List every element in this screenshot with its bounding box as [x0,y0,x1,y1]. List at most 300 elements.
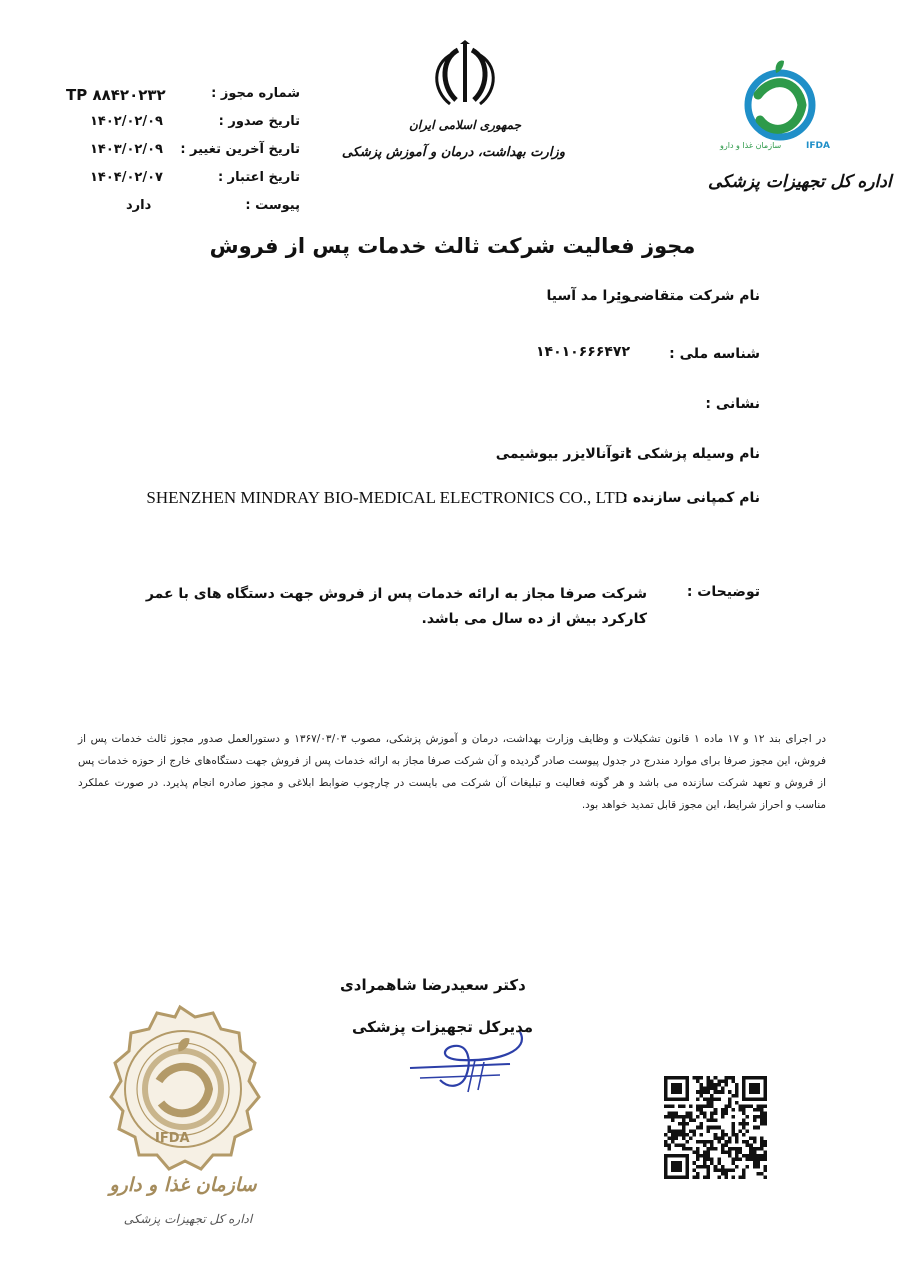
qr-module [696,1108,700,1112]
qr-module [664,1090,668,1094]
ifda-seal [95,1003,265,1175]
company-label: نام شرکت متقاضی : [616,288,760,304]
ifda-logo-arc-text: سازمان غذا و دارو [720,141,782,150]
qr-module [678,1133,682,1137]
qr-module [746,1158,750,1162]
qr-module [664,1143,668,1147]
qr-module [664,1083,668,1087]
qr-module [664,1154,668,1158]
qr-module [664,1140,668,1144]
qr-module [753,1076,757,1080]
qr-module [682,1126,686,1130]
qr-module [724,1080,728,1084]
qr-module [703,1161,707,1165]
qr-module [685,1175,689,1179]
qr-module [707,1175,711,1179]
qr-module [685,1094,689,1098]
qr-module [746,1143,750,1147]
attachment-label: پیوست : [245,198,300,213]
qr-module [671,1119,675,1123]
qr-module [753,1097,757,1101]
qr-module [753,1115,757,1119]
qr-module [671,1129,675,1133]
qr-module [721,1172,725,1176]
qr-module [742,1090,746,1094]
qr-module [714,1168,718,1172]
qr-module [714,1136,718,1140]
qr-module [728,1101,732,1105]
qr-module [671,1168,675,1172]
qr-module [668,1154,672,1158]
qr-module [728,1076,732,1080]
qr-module [763,1158,767,1162]
qr-module [724,1108,728,1112]
qr-module [753,1151,757,1155]
qr-module [724,1076,728,1080]
qr-module [742,1112,746,1116]
qr-module [753,1119,757,1123]
qr-module [724,1083,728,1087]
qr-module [731,1133,735,1137]
qr-module [721,1151,725,1155]
qr-module [682,1119,686,1123]
qr-module [696,1165,700,1169]
qr-module [696,1175,700,1179]
qr-module [700,1090,704,1094]
qr-module [710,1140,714,1144]
qr-module [756,1172,760,1176]
qr-module [692,1129,696,1133]
meta-last-change [40,142,300,166]
qr-module [685,1115,689,1119]
qr-module [682,1143,686,1147]
validity-value: ۱۴۰۴/۰۲/۰۷ [90,170,163,185]
qr-module [707,1151,711,1155]
qr-module [763,1080,767,1084]
qr-module [714,1119,718,1123]
qr-module [717,1126,721,1130]
qr-module [710,1143,714,1147]
qr-module [675,1115,679,1119]
qr-module [664,1165,668,1169]
qr-module [685,1122,689,1126]
qr-module [678,1115,682,1119]
qr-module [707,1129,711,1133]
qr-module [756,1076,760,1080]
qr-module [668,1112,672,1116]
qr-module [685,1168,689,1172]
qr-module [739,1129,743,1133]
qr-module [728,1097,732,1101]
qr-module [714,1087,718,1091]
qr-module [700,1087,704,1091]
ifda-org-name: اداره کل تجهیزات پزشکی [708,172,892,192]
qr-module [700,1133,704,1137]
qr-module [721,1143,725,1147]
license-number-value: TP ۸۸۴۲۰۲۳۲ [66,86,166,104]
legal-text: در اجرای بند ۱۲ و ۱۷ ماده ۱ قانون تشکیلات و وظایف وزارت بهداشت، درمان و آموزش پزشکی، مصوب ۱۳۶۷/۰۳/۰۳ و دستورالعمل صدور مجوز ثالث خدمات پس از فروش، این مجوز صرفا برای موارد مندرج در جدول پیوست صادر گردیده و آن شرکت صرفا مجاز به ارائه خدمات پس از فروش جهت دستگاه‌های خارج از حوزه خدمات پس از فروش و تعهد شرکت سازنده می باشد و هر گونه فعالیت و تبلیغات آن شرکت می بایست در چارچوب ضوابط ابلاغی و مجوز صادره انجام پذیرد. در صورت عملکرد مناسب و احراز شرایط، این مجوز قابل تمدید خواهد بود. [78,733,827,811]
qr-module [710,1161,714,1165]
qr-module [700,1126,704,1130]
qr-module [703,1090,707,1094]
qr-module [689,1115,693,1119]
qr-module [746,1104,750,1108]
qr-module [728,1151,732,1155]
qr-module [735,1165,739,1169]
signature-stroke-icon [380,1020,540,1100]
qr-module [685,1158,689,1162]
qr-module [703,1165,707,1169]
qr-module [749,1151,753,1155]
qr-module [707,1147,711,1151]
signer-role: مدیرکل تجهیزات پزشکی [352,1018,534,1036]
qr-module [707,1172,711,1176]
qr-module [668,1104,672,1108]
qr-module [675,1076,679,1080]
qr-module [685,1147,689,1151]
qr-module [739,1151,743,1155]
qr-module [731,1147,735,1151]
qr-module [710,1097,714,1101]
qr-module [696,1097,700,1101]
qr-module [707,1154,711,1158]
qr-module [731,1122,735,1126]
qr-module [753,1108,757,1112]
qr-module [707,1168,711,1172]
qr-module [746,1154,750,1158]
qr-module [710,1115,714,1119]
qr-module [735,1133,739,1137]
qr-module [742,1172,746,1176]
qr-module [724,1172,728,1176]
qr-module [724,1143,728,1147]
qr-module [682,1147,686,1151]
qr-module [668,1076,672,1080]
qr-module [685,1080,689,1084]
qr-module [685,1112,689,1116]
qr-module [763,1083,767,1087]
qr-module [756,1090,760,1094]
qr-module [689,1147,693,1151]
qr-module [746,1097,750,1101]
qr-module [700,1108,704,1112]
qr-module [763,1119,767,1123]
qr-module [739,1108,743,1112]
qr-module [753,1136,757,1140]
qr-module [710,1104,714,1108]
qr-module [760,1172,764,1176]
qr-module [682,1115,686,1119]
qr-module [675,1097,679,1101]
qr-module [717,1140,721,1144]
qr-module [682,1097,686,1101]
qr-module [675,1112,679,1116]
qr-module [675,1083,679,1087]
signer-name: دکتر سعیدرضا شاهمرادی [340,976,526,994]
qr-module [664,1172,668,1176]
qr-module [749,1076,753,1080]
qr-module [678,1129,682,1133]
qr-module [678,1076,682,1080]
qr-module [756,1154,760,1158]
qr-module [707,1119,711,1123]
qr-module [707,1101,711,1105]
qr-module [735,1090,739,1094]
qr-module [731,1108,735,1112]
national-id-label: شناسه ملی : [669,346,760,362]
qr-module [703,1140,707,1144]
qr-module [668,1175,672,1179]
seal-logo-text: IFDA [155,1131,190,1146]
qr-module [763,1168,767,1172]
validity-label: تاریخ اعتبار : [217,170,300,185]
qr-module [760,1158,764,1162]
qr-module [753,1161,757,1165]
qr-module [710,1094,714,1098]
meta-validity [40,170,300,194]
qr-module [689,1112,693,1116]
qr-module [668,1143,672,1147]
qr-module [664,1097,668,1101]
qr-module [678,1154,682,1158]
qr-module [703,1154,707,1158]
qr-module [739,1104,743,1108]
issue-date-value: ۱۴۰۲/۰۲/۰۹ [90,114,163,129]
description-label: توضیحات : [686,584,760,600]
qr-module [678,1097,682,1101]
qr-module [763,1143,767,1147]
document-title: مجوز فعالیت شرکت ثالث خدمات پس از فروش [209,234,696,258]
qr-module [756,1158,760,1162]
qr-module [760,1136,764,1140]
qr-module [707,1090,711,1094]
qr-module [721,1168,725,1172]
qr-module [678,1090,682,1094]
qr-module [675,1161,679,1165]
qr-module [682,1133,686,1137]
qr-module [700,1165,704,1169]
qr-module [763,1087,767,1091]
qr-module [710,1147,714,1151]
qr-module [685,1097,689,1101]
qr-module [746,1165,750,1169]
qr-module [675,1090,679,1094]
qr-module [731,1168,735,1172]
qr-module [746,1122,750,1126]
qr-module [675,1129,679,1133]
ifda-logo-icon [718,55,833,155]
qr-module [721,1108,725,1112]
qr-module [678,1168,682,1172]
qr-module [728,1147,732,1151]
qr-module [707,1104,711,1108]
qr-module [760,1108,764,1112]
qr-module [714,1090,718,1094]
qr-module [689,1136,693,1140]
qr-module [753,1090,757,1094]
qr-module [685,1140,689,1144]
qr-module [671,1087,675,1091]
qr-module [707,1076,711,1080]
qr-module [685,1087,689,1091]
ministry-line2: وزارت بهداشت، درمان و آموزش پزشکی [341,145,565,160]
qr-module [731,1076,735,1080]
qr-module [728,1136,732,1140]
qr-module [760,1076,764,1080]
qr-module [739,1158,743,1162]
qr-module [685,1090,689,1094]
qr-module [671,1140,675,1144]
qr-module [714,1133,718,1137]
qr-module [760,1115,764,1119]
handwritten-signature [380,1020,540,1100]
qr-module [696,1115,700,1119]
qr-module [664,1080,668,1084]
qr-module [664,1158,668,1162]
qr-module [724,1140,728,1144]
qr-module [742,1119,746,1123]
qr-module [742,1083,746,1087]
qr-module [721,1080,725,1084]
qr-module [696,1158,700,1162]
qr-module [714,1083,718,1087]
qr-module [721,1147,725,1151]
qr-module [739,1147,743,1151]
qr-module [763,1112,767,1116]
qr-module [685,1161,689,1165]
qr-module [749,1104,753,1108]
qr-module [703,1097,707,1101]
qr-module [671,1136,675,1140]
qr-module [671,1161,675,1165]
qr-module [664,1161,668,1165]
qr-module [731,1175,735,1179]
qr-module [703,1151,707,1155]
qr-module [717,1080,721,1084]
qr-module [682,1129,686,1133]
qr-module [763,1076,767,1080]
qr-module [756,1115,760,1119]
qr-module [664,1168,668,1172]
qr-module [756,1083,760,1087]
qr-module [671,1154,675,1158]
qr-module [689,1129,693,1133]
qr-module [717,1161,721,1165]
qr-module [671,1165,675,1169]
qr-module [742,1168,746,1172]
qr-module [721,1087,725,1091]
qr-module [731,1080,735,1084]
qr-module [756,1087,760,1091]
qr-module [692,1119,696,1123]
qr-module [753,1140,757,1144]
qr-module [721,1136,725,1140]
qr-module [692,1161,696,1165]
qr-module [724,1168,728,1172]
qr-module [731,1129,735,1133]
qr-module [675,1087,679,1091]
qr-module [760,1119,764,1123]
meta-attachment [40,198,300,222]
meta-license-number [40,86,300,110]
qr-module [696,1126,700,1130]
qr-module [717,1097,721,1101]
qr-module [739,1122,743,1126]
qr-module [753,1126,757,1130]
qr-module [735,1136,739,1140]
qr-module [703,1112,707,1116]
qr-module [756,1108,760,1112]
qr-module [682,1076,686,1080]
qr-module [682,1154,686,1158]
device-label: نام وسیله پزشکی : [626,446,760,462]
qr-module [742,1126,746,1130]
qr-module [739,1175,743,1179]
qr-module [746,1129,750,1133]
qr-module [756,1126,760,1130]
qr-module [664,1094,668,1098]
qr-module [742,1104,746,1108]
qr-module [763,1165,767,1169]
address-label: نشانی : [705,396,760,412]
manufacturer-label: نام کمپانی سازنده : [622,490,760,506]
qr-module [671,1133,675,1137]
qr-module [671,1076,675,1080]
qr-module [724,1104,728,1108]
qr-module [753,1154,757,1158]
qr-module [668,1097,672,1101]
qr-module [675,1175,679,1179]
qr-module [671,1112,675,1116]
last-change-label: تاریخ آخرین تغییر : [180,142,300,157]
qr-module [753,1165,757,1169]
qr-module [703,1104,707,1108]
qr-module [696,1080,700,1084]
qr-module [714,1108,718,1112]
qr-module [696,1151,700,1155]
qr-module [671,1115,675,1119]
qr-module [696,1090,700,1094]
qr-module [735,1151,739,1155]
qr-module [703,1087,707,1091]
qr-module [714,1126,718,1130]
qr-module [731,1161,735,1165]
qr-module [763,1122,767,1126]
qr-module [749,1154,753,1158]
qr-code[interactable] [664,1076,767,1179]
qr-module [696,1172,700,1176]
qr-module [668,1129,672,1133]
qr-module [742,1094,746,1098]
qr-module [682,1175,686,1179]
qr-module [728,1154,732,1158]
last-change-value: ۱۴۰۳/۰۲/۰۹ [90,142,163,157]
qr-module [763,1097,767,1101]
qr-module [731,1094,735,1098]
qr-module [710,1158,714,1162]
qr-module [763,1104,767,1108]
qr-module [696,1140,700,1144]
qr-module [735,1083,739,1087]
qr-module [742,1080,746,1084]
qr-module [668,1115,672,1119]
qr-module [717,1175,721,1179]
qr-module [721,1129,725,1133]
qr-module [763,1175,767,1179]
qr-module [749,1143,753,1147]
qr-module [717,1168,721,1172]
qr-module [746,1140,750,1144]
